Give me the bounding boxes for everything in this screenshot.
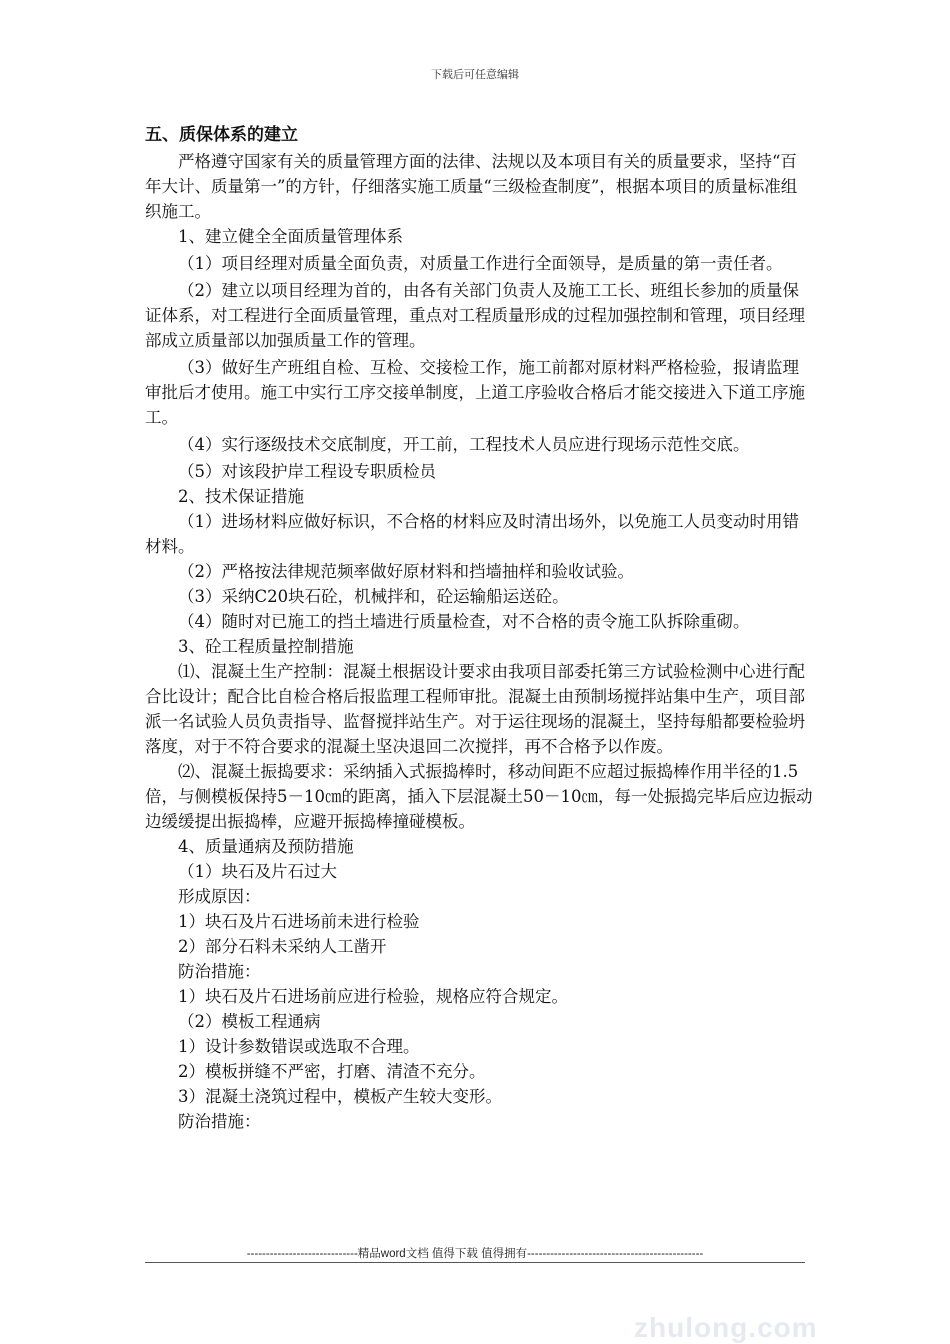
list-item: 3）混凝土浇筑过程中，模板产生较大变形。	[178, 1087, 502, 1106]
list-item: ⑵、混凝土振捣要求：采纳插入式振捣棒时，移动间距不应超过振捣棒作用半径的1.5倍，与侧模板保持5－10㎝的距离，插入下层混凝土50－10㎝，每一处振捣完毕后应边振动边缓缓提出振捣棒，应避开振捣棒撞碰模板。	[145, 762, 813, 831]
intro-paragraph: 严格遵守国家有关的质量管理方面的法律、法规以及本项目有关的质量要求，坚持“百年大计、质量第一”的方针，仔细落实施工质量“三级检查制度”，根据本项目的质量标准组织施工。	[145, 152, 798, 221]
page-footer: -----------------------------精品word文档 值得下载 值得拥有----------------------------------------------	[246, 1248, 704, 1260]
list-item: （4）实行逐级技术交底制度，开工前，工程技术人员应进行现场示范性交底。	[178, 435, 750, 454]
list-item: （1）项目经理对质量全面负责，对质量工作进行全面领导，是质量的第一责任者。	[178, 254, 783, 273]
list-item: （2）严格按法律规范频率做好原材料和挡墙抽样和验收试验。	[178, 562, 634, 581]
subsection-title-1: 1、建立健全全面质量管理体系	[178, 227, 403, 246]
cause-label: 形成原因：	[178, 887, 261, 906]
page-header: 下载后可任意编辑	[431, 68, 519, 81]
list-item: （4）随时对已施工的挡土墙进行质量检查，对不合格的责令施工队拆除重砌。	[178, 612, 750, 631]
footer-divider	[145, 1262, 805, 1263]
measure-label: 防治措施：	[178, 1112, 261, 1131]
list-item: 2）模板拼缝不严密，打磨、清渣不充分。	[178, 1062, 486, 1081]
list-item: （5）对该段护岸工程设专职质检员	[178, 462, 436, 481]
list-item: （3）做好生产班组自检、互检、交接检工作，施工前都对原材料严格检验，报请监理审批后才使用。施工中实行工序交接单制度，上道工序验收合格后才能交接进入下道工序施工。	[145, 358, 805, 427]
list-item: （1）进场材料应做好标识，不合格的材料应及时清出场外，以免施工人员变动时用错材料。	[145, 512, 799, 556]
list-item: （3）采纳C20块石砼，机械拌和，砼运输船运送砼。	[178, 587, 569, 606]
list-item: （2）建立以项目经理为首的，由各有关部门负责人及施工工长、班组长参加的质量保证体系，对工程进行全面质量管理，重点对工程质量形成的过程加强控制和管理，项目经理部成立质量部以加强质量工作的管理。	[145, 281, 805, 350]
document-body	[145, 123, 813, 1134]
section-title: 五、质保体系的建立	[145, 125, 298, 145]
subsection-title-2: 2、技术保证措施	[178, 487, 304, 506]
measure-label: 防治措施：	[178, 962, 261, 981]
subsection-title-3: 3、砼工程质量控制措施	[178, 637, 354, 656]
list-item: 1）块石及片石进场前应进行检验，规格应符合规定。	[178, 987, 568, 1006]
watermark: zhulong.com	[634, 1312, 818, 1343]
sub-heading: （2）模板工程通病	[178, 1012, 321, 1031]
list-item: 1）设计参数错误或选取不合理。	[178, 1037, 420, 1056]
list-item: 1）块石及片石进场前未进行检验	[178, 912, 420, 931]
list-item: 2）部分石料未采纳人工凿开	[178, 937, 387, 956]
list-item: ⑴、混凝土生产控制：混凝土根据设计要求由我项目部委托第三方试验检测中心进行配合比设计；配合比自检合格后报监理工程师审批。混凝土由预制场搅拌站集中生产，项目部派一名试验人员负责指导、监督搅拌站生产。对于运往现场的混凝土，坚持每船都要检验坍落度，对于不符合要求的混凝土坚决退回二次搅拌，再不合格予以作废。	[145, 662, 805, 756]
sub-heading: （1）块石及片石过大	[178, 862, 337, 881]
subsection-title-4: 4、质量通病及预防措施	[178, 837, 354, 856]
